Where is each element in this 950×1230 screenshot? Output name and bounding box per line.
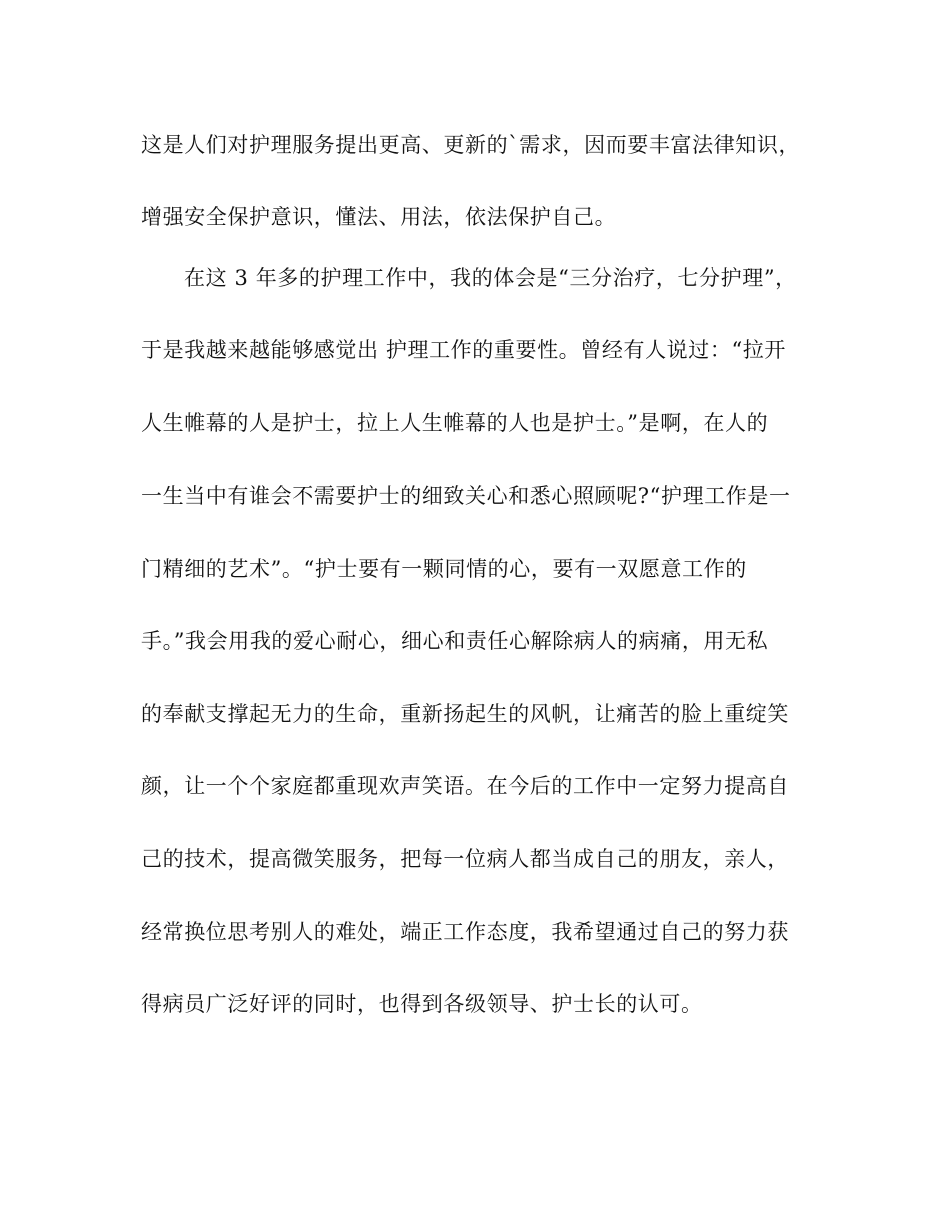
text-line-12: 经常换位思考别人的难处，端正工作态度，我希望通过自己的努力获 [141,920,789,944]
text-line-11: 己的技术，提高微笑服务，把每一位病人都当成自己的朋友，亲人， [141,847,789,871]
text-line-9: 的奉献支撑起无力的生命，重新扬起生的风帆，让痛苦的脸上重绽笑 [141,702,789,726]
text-line-10: 颜，让一个个家庭都重现欢声笑语。在今后的工作中一定努力提高自 [141,774,789,798]
text-line-8: 手。”我会用我的爱心耐心，细心和责任心解除病人的病痛，用无私 [141,629,769,653]
text-line-7: 门精细的艺术”。“护士要有一颗同情的心，要有一双愿意工作的 [141,557,747,581]
text-line-1: 这是人们对护理服务提出更高、更新的`需求，因而要丰富法律知识， [141,133,801,157]
text-line-2: 增强安全保护意识，懂法、用法，依法保护自己。 [141,205,617,229]
text-line-3-paragraph-start: 在这 3 年多的护理工作中，我的体会是“三分治疗，七分护理”， [184,266,797,290]
text-line-5: 人生帷幕的人是护士，拉上人生帷幕的人也是护士。”是啊，在人的 [141,411,769,435]
text-line-4: 于是我越来越能够感觉出 护理工作的重要性。曾经有人说过：“拉开 [141,338,787,362]
text-line-13: 得病员广泛好评的同时，也得到各级领导、护士长的认可。 [141,992,703,1016]
text-line-6: 一生当中有谁会不需要护士的细致关心和悉心照顾呢?“护理工作是一 [141,484,791,508]
